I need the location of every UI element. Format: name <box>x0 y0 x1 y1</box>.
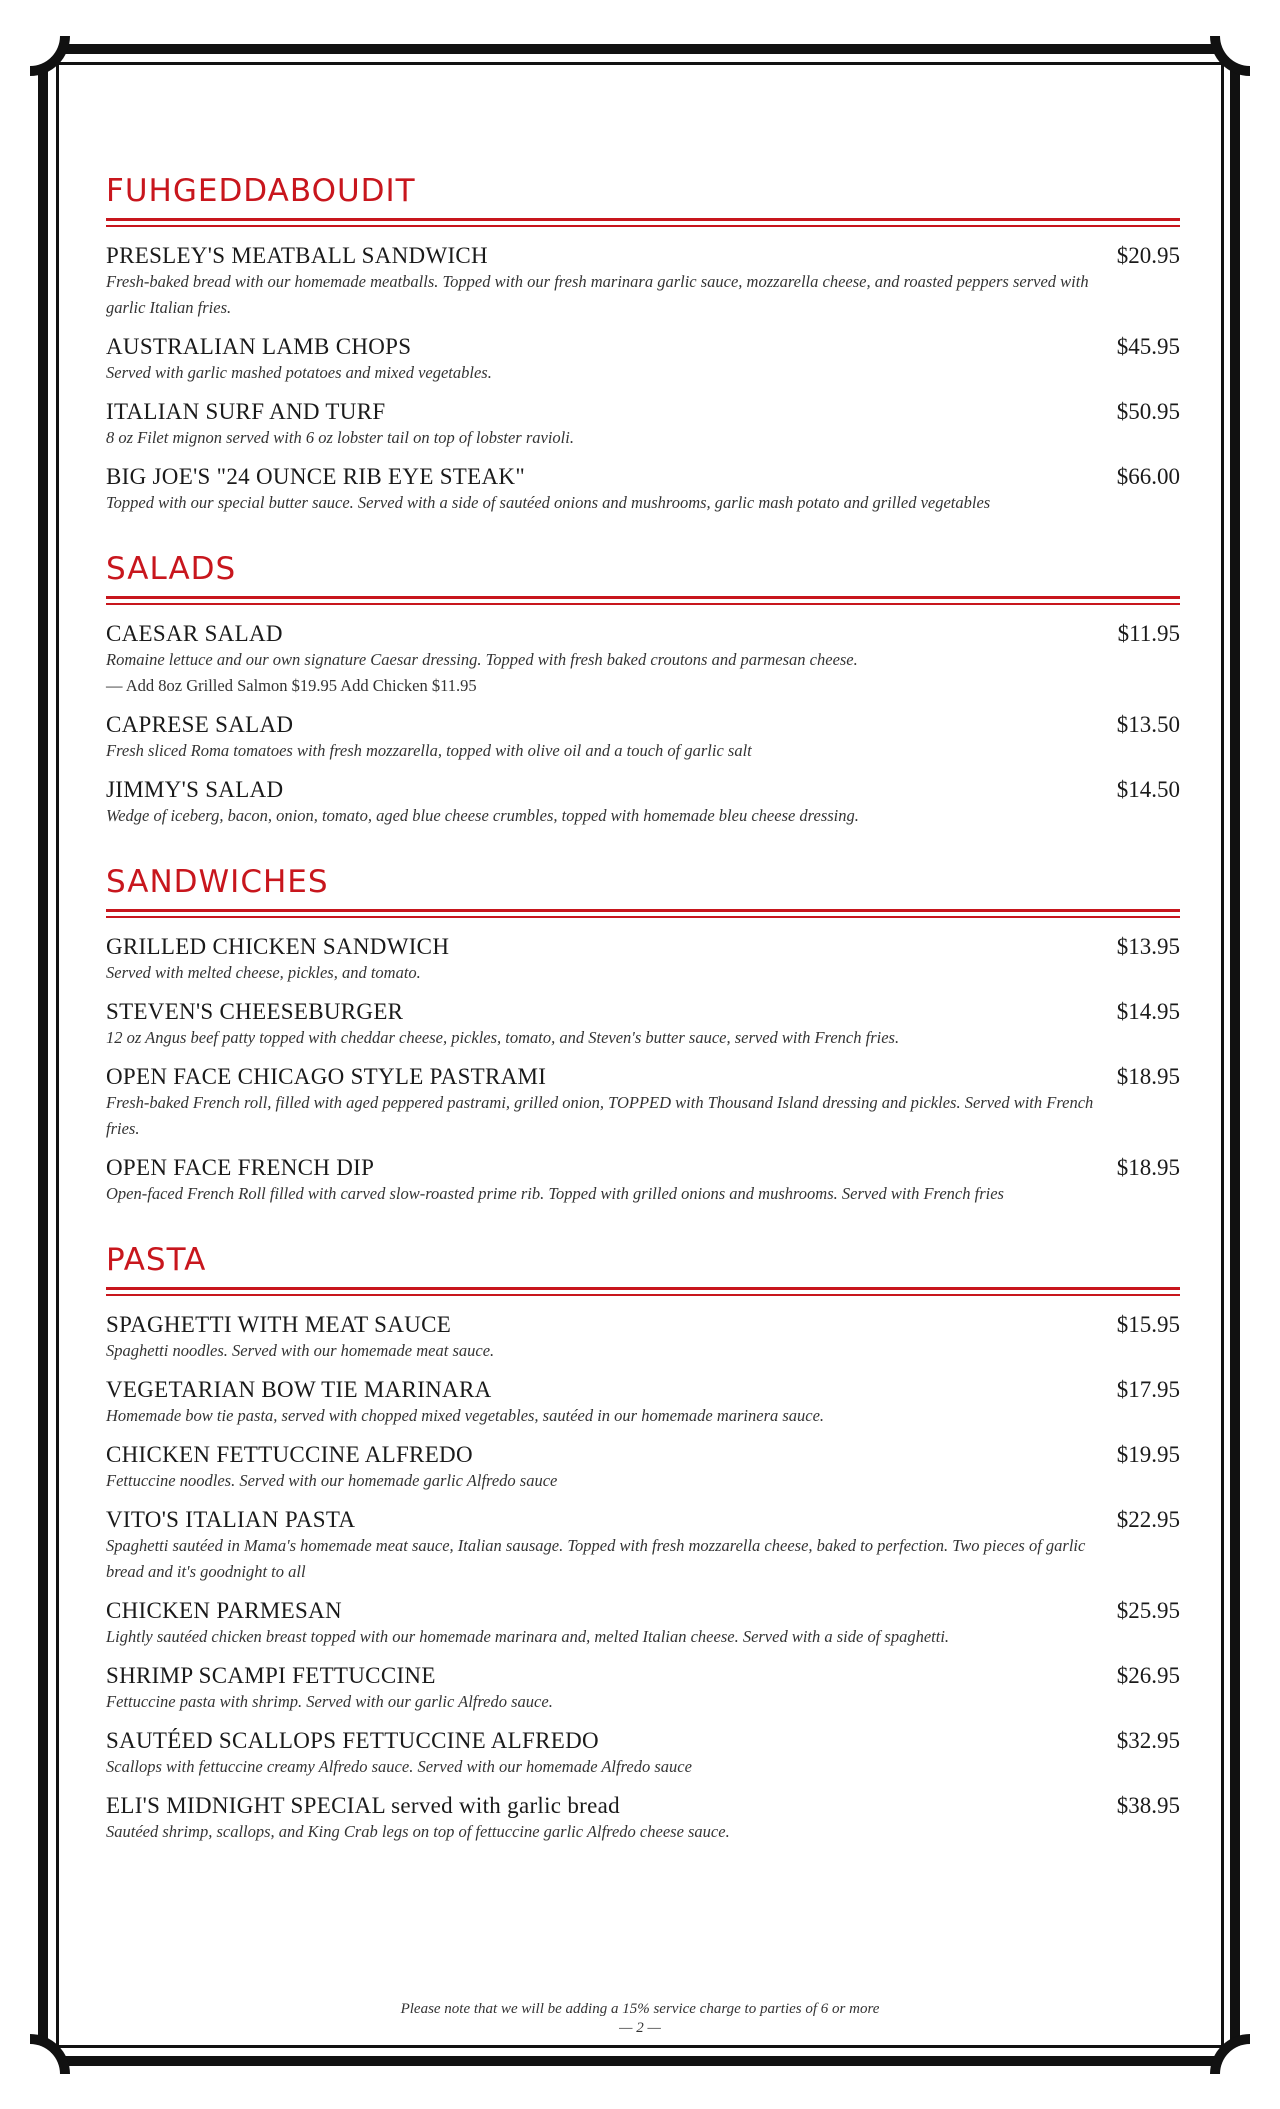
menu-item-name: PRESLEY'S MEATBALL SANDWICH <box>106 243 488 268</box>
menu-item-price: $11.95 <box>1117 621 1180 646</box>
menu-item-name: VEGETARIAN BOW TIE MARINARA <box>106 1377 492 1402</box>
menu-item-header <box>106 777 1180 803</box>
menu-item <box>106 334 1180 386</box>
menu-item-description: Fresh-baked French roll, filled with aged peppered pastrami, grilled onion, TOPPED with Thousand Island dressing and pickles. Served with French fries. <box>106 1093 1094 1138</box>
menu-section <box>106 1241 1180 1845</box>
menu-item-price: $38.95 <box>1116 1793 1180 1818</box>
menu-item-price: $13.50 <box>1116 712 1180 737</box>
menu-item <box>106 1507 1180 1585</box>
menu-item <box>106 1442 1180 1494</box>
menu-item-name: CAESAR SALAD <box>106 621 283 646</box>
menu-item-name: STEVEN'S CHEESEBURGER <box>106 999 404 1024</box>
menu-item-header <box>106 1793 1180 1819</box>
menu-item <box>106 243 1180 321</box>
menu-item-description: Open-faced French Roll filled with carved slow-roasted prime rib. Topped with grilled onions and mushrooms. Served with French fries <box>106 1184 1004 1203</box>
menu-footer <box>0 2000 1280 2038</box>
menu-item-price: $22.95 <box>1116 1507 1180 1532</box>
menu-item-header <box>106 1064 1180 1090</box>
section-title: SALADS <box>106 551 237 587</box>
menu-item-price: $45.95 <box>1116 334 1180 359</box>
menu-item <box>106 1312 1180 1364</box>
menu-item-header <box>106 999 1180 1025</box>
menu-item-description: Fettuccine pasta with shrimp. Served with our garlic Alfredo sauce. <box>106 1692 553 1711</box>
menu-item-name: OPEN FACE FRENCH DIP <box>106 1155 375 1180</box>
section-rule <box>106 603 1180 605</box>
menu-item-addons: — Add 8oz Grilled Salmon $19.95 Add Chicken $11.95 <box>106 676 477 695</box>
menu-item-price: $66.00 <box>1116 464 1180 489</box>
section-rule <box>106 225 1180 227</box>
menu-item-name: SHRIMP SCAMPI FETTUCCINE <box>106 1663 436 1688</box>
menu-item-price: $18.95 <box>1116 1064 1180 1089</box>
menu-item-description: Spaghetti sautéed in Mama's homemade meat sauce, Italian sausage. Topped with fresh mozzarella cheese, baked to perfection. Two pieces of garlic bread and it's goodnight to all <box>106 1536 1086 1581</box>
menu-item-price: $18.95 <box>1116 1155 1180 1180</box>
menu-item-price: $20.95 <box>1116 243 1180 268</box>
menu-item-description: Fresh-baked bread with our homemade meatballs. Topped with our fresh marinara garlic sauce, mozzarella cheese, and roasted peppers served with garlic Italian fries. <box>106 272 1089 317</box>
menu-item-name: CHICKEN PARMESAN <box>106 1598 342 1623</box>
menu-item-description: Served with melted cheese, pickles, and tomato. <box>106 963 421 982</box>
menu-item-name: CAPRESE SALAD <box>106 712 294 737</box>
menu-item-description: Scallops with fettuccine creamy Alfredo sauce. Served with our homemade Alfredo sauce <box>106 1757 692 1776</box>
menu-item <box>106 934 1180 986</box>
menu-item-price: $17.95 <box>1116 1377 1180 1402</box>
menu-section <box>106 550 1180 829</box>
menu-content <box>106 172 1180 1879</box>
menu-item-name: OPEN FACE CHICAGO STYLE PASTRAMI <box>106 1064 547 1089</box>
menu-item-description: Sautéed shrimp, scallops, and King Crab legs on top of fettuccine garlic Alfredo cheese sauce. <box>106 1822 730 1841</box>
menu-item-name: BIG JOE'S "24 OUNCE RIB EYE STEAK" <box>106 464 526 489</box>
menu-item-header <box>106 334 1180 360</box>
menu-item <box>106 712 1180 764</box>
menu-item-name: ELI'S MIDNIGHT SPECIAL served with garlic bread <box>106 1793 620 1818</box>
section-title: PASTA <box>106 1242 207 1278</box>
menu-item-price: $15.95 <box>1116 1312 1180 1337</box>
menu-item-description: Spaghetti noodles. Served with our homemade meat sauce. <box>106 1341 495 1360</box>
menu-item-description: Homemade bow tie pasta, served with chopped mixed vegetables, sautéed in our homemade marinera sauce. <box>106 1406 825 1425</box>
menu-item-header <box>106 399 1180 425</box>
menu-item-header <box>106 712 1180 738</box>
menu-item-header <box>106 1377 1180 1403</box>
menu-item-name: SPAGHETTI WITH MEAT SAUCE <box>106 1312 452 1337</box>
menu-item-price: $50.95 <box>1116 399 1180 424</box>
menu-item-name: ITALIAN SURF AND TURF <box>106 399 386 424</box>
section-title: SANDWICHES <box>106 864 329 900</box>
section-rule <box>106 916 1180 918</box>
menu-item-name: VITO'S ITALIAN PASTA <box>106 1507 356 1532</box>
menu-item-price: $14.95 <box>1116 999 1180 1024</box>
menu-item <box>106 464 1180 516</box>
section-rule <box>106 218 1180 221</box>
menu-item-name: GRILLED CHICKEN SANDWICH <box>106 934 450 959</box>
section-rule <box>106 1287 1180 1290</box>
menu-item-description: Lightly sautéed chicken breast topped with our homemade marinara and, melted Italian cheese. Served with a side of spaghetti. <box>106 1627 950 1646</box>
menu-item-price: $26.95 <box>1116 1663 1180 1688</box>
service-charge-note: Please note that we will be adding a 15% service charge to parties of 6 or more <box>400 2001 880 2017</box>
menu-item-header <box>106 464 1180 490</box>
menu-item-description: 8 oz Filet mignon served with 6 oz lobster tail on top of lobster ravioli. <box>106 428 574 447</box>
menu-item-price: $14.50 <box>1116 777 1180 802</box>
menu-item-header <box>106 1663 1180 1689</box>
menu-item <box>106 399 1180 451</box>
section-title: FUHGEDDABOUDIT <box>106 173 416 209</box>
menu-item-price: $19.95 <box>1116 1442 1180 1467</box>
menu-item-header <box>106 621 1180 647</box>
menu-item <box>106 1663 1180 1715</box>
section-rule <box>106 596 1180 599</box>
menu-item-price: $25.95 <box>1116 1598 1180 1623</box>
menu-item-description: Wedge of iceberg, bacon, onion, tomato, aged blue cheese crumbles, topped with homemade bleu cheese dressing. <box>106 806 859 825</box>
menu-item-description: 12 oz Angus beef patty topped with cheddar cheese, pickles, tomato, and Steven's butter sauce, served with French fries. <box>106 1028 900 1047</box>
section-rule <box>106 1294 1180 1296</box>
menu-item-header <box>106 1312 1180 1338</box>
menu-item <box>106 621 1180 699</box>
menu-item-description: Fettuccine noodles. Served with our homemade garlic Alfredo sauce <box>106 1471 558 1490</box>
page-number: — 2 — <box>619 2020 661 2036</box>
menu-item-header <box>106 1442 1180 1468</box>
menu-item <box>106 1155 1180 1207</box>
menu-item <box>106 1064 1180 1142</box>
menu-section <box>106 863 1180 1207</box>
menu-item-description: Topped with our special butter sauce. Served with a side of sautéed onions and mushrooms, garlic mash potato and grilled vegetables <box>106 493 991 512</box>
menu-item-name: JIMMY'S SALAD <box>106 777 284 802</box>
menu-item-name: SAUTÉED SCALLOPS FETTUCCINE ALFREDO <box>106 1728 599 1753</box>
menu-item-header <box>106 1728 1180 1754</box>
menu-item <box>106 1793 1180 1845</box>
menu-item-price: $13.95 <box>1116 934 1180 959</box>
menu-item-header <box>106 934 1180 960</box>
menu-item <box>106 777 1180 829</box>
menu-item-header <box>106 243 1180 269</box>
section-rule <box>106 909 1180 912</box>
menu-item <box>106 1598 1180 1650</box>
menu-item-price: $32.95 <box>1116 1728 1180 1753</box>
menu-item <box>106 999 1180 1051</box>
menu-item-name: AUSTRALIAN LAMB CHOPS <box>106 334 412 359</box>
menu-item-description: Fresh sliced Roma tomatoes with fresh mozzarella, topped with olive oil and a touch of garlic salt <box>106 741 752 760</box>
menu-item-description: Served with garlic mashed potatoes and mixed vegetables. <box>106 363 492 382</box>
menu-item-description: Romaine lettuce and our own signature Caesar dressing. Topped with fresh baked croutons and parmesan cheese. <box>106 650 858 669</box>
menu-item <box>106 1728 1180 1780</box>
menu-item-header <box>106 1155 1180 1181</box>
menu-item-name: CHICKEN FETTUCCINE ALFREDO <box>106 1442 473 1467</box>
menu-item-header <box>106 1598 1180 1624</box>
menu-item-header <box>106 1507 1180 1533</box>
menu-item <box>106 1377 1180 1429</box>
menu-section <box>106 172 1180 516</box>
